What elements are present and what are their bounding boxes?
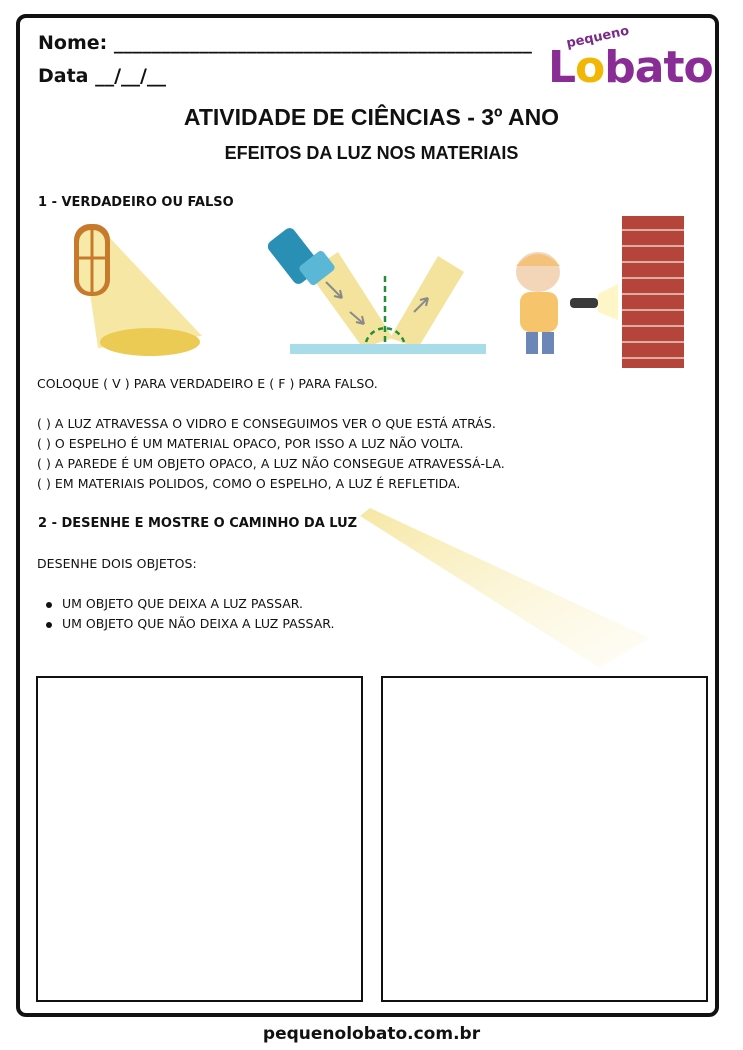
logo [548,42,713,93]
statement-1: ( ) A LUZ ATRAVESSA O VIDRO E CONSEGUIMOS VER O QUE ESTÁ ATRÁS. [37,416,496,431]
page-subtitle: EFEITOS DA LUZ NOS MATERIAIS [224,143,519,163]
logo-sun-o: o [575,42,605,93]
child-wall-illustration [508,214,688,372]
date-field[interactable]: Data __/__/__ [38,65,166,87]
logo-suffix: bato [604,42,713,93]
logo-small-text: pequeno [565,23,631,52]
bullet-list [62,596,335,636]
footer-website: pequenolobato.com.br [262,1024,481,1044]
list-item: UM OBJETO QUE DEIXA A LUZ PASSAR. [62,596,335,616]
section1-heading: 1 - VERDADEIRO OU FALSO [38,195,234,210]
page-title: ATIVIDADE DE CIÊNCIAS - 3º ANO [183,104,560,130]
list-item: UM OBJETO QUE NÃO DEIXA A LUZ PASSAR. [62,616,335,636]
name-field[interactable]: Nome: ____________________________________________ [38,32,532,54]
drawing-box-1[interactable] [36,676,363,1002]
section1-instruction: COLOQUE ( V ) PARA VERDADEIRO E ( F ) PARA FALSO. [37,376,378,391]
statement-4: ( ) EM MATERIAIS POLIDOS, COMO O ESPELHO, A LUZ É REFLETIDA. [37,476,461,491]
statement-2: ( ) O ESPELHO É UM MATERIAL OPACO, POR ISSO A LUZ NÃO VOLTA. [37,436,464,451]
statement-3: ( ) A PAREDE É UM OBJETO OPACO, A LUZ NÃO CONSEGUE ATRAVESSÁ-LA. [37,456,505,471]
logo-letter-l: L [548,42,576,93]
section2-instruction: DESENHE DOIS OBJETOS: [37,556,197,571]
drawing-box-2[interactable] [381,676,708,1002]
section2-heading: 2 - DESENHE E MOSTRE O CAMINHO DA LUZ [38,516,358,531]
light-beam-decoration [360,508,660,678]
mirror-reflection-illustration [268,220,493,360]
window-light-illustration [62,218,207,360]
